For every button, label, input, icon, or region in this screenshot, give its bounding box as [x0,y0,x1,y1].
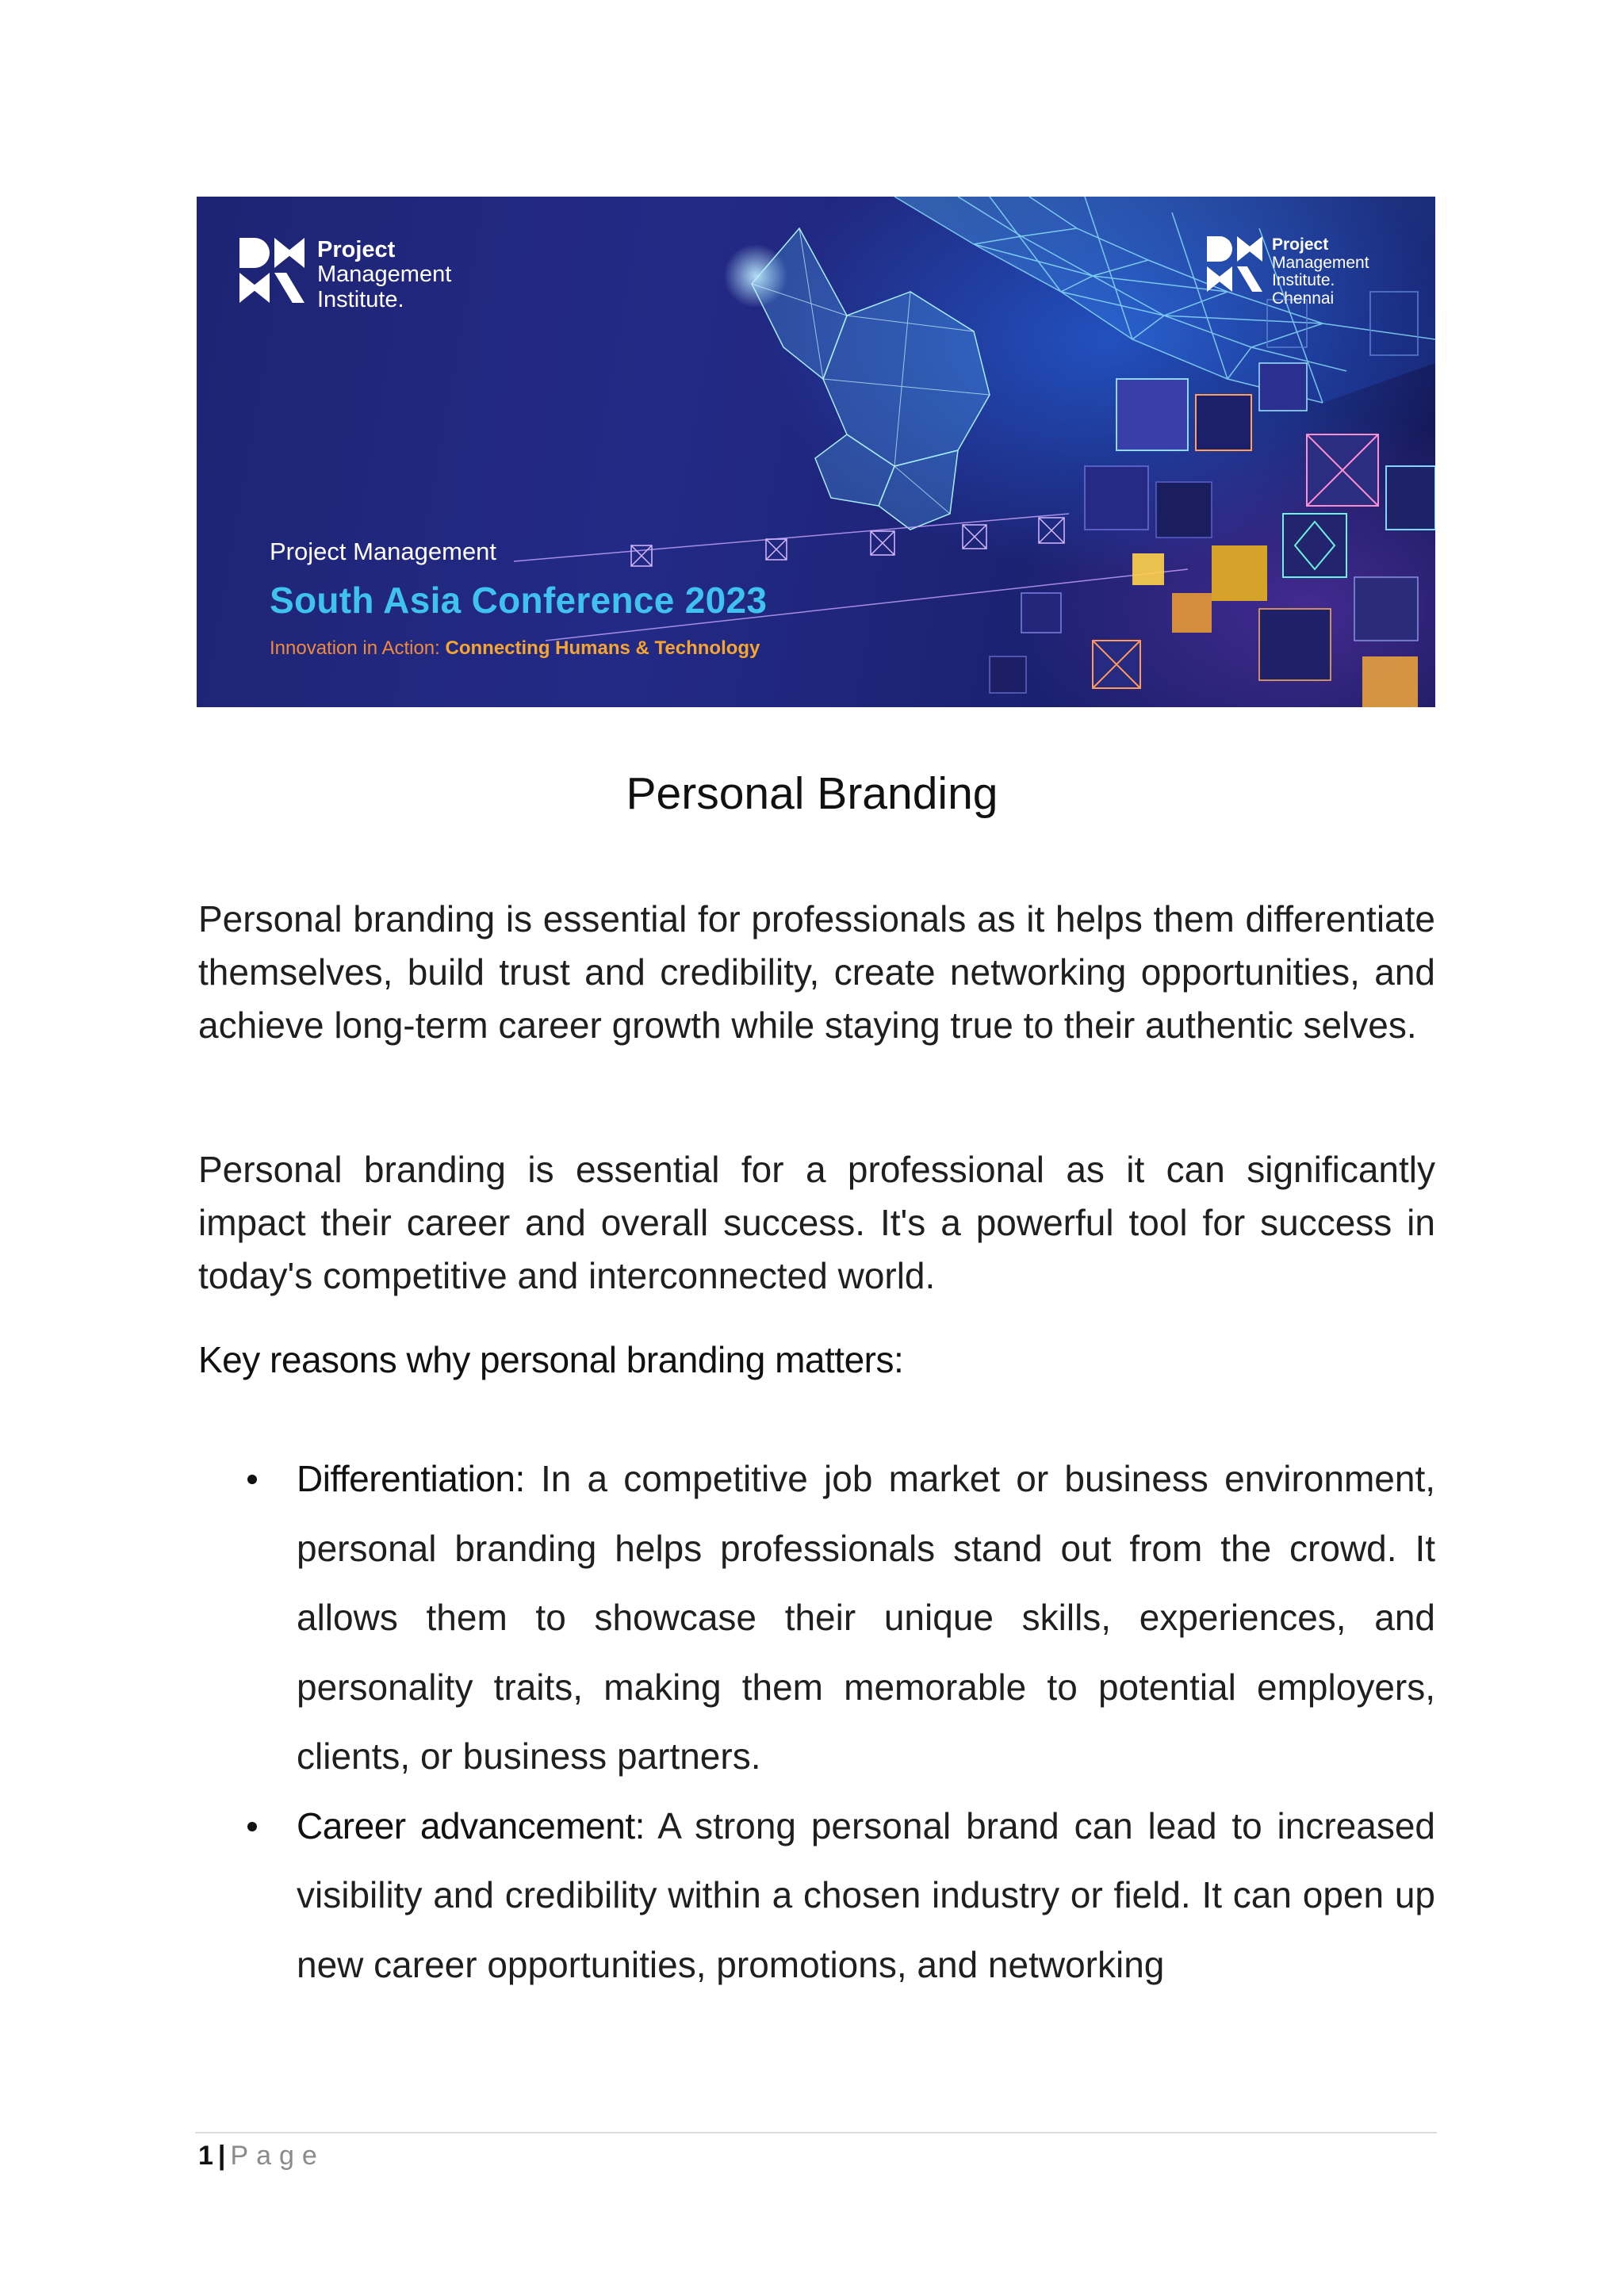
section-heading: Key reasons why personal branding matters: [198,1339,904,1380]
reasons-list [198,1445,1435,1999]
page-number: 1 [198,2141,213,2171]
list-item [198,1445,1435,1792]
pmi-chennai-logo [1207,236,1369,308]
pmi-logo [239,238,451,312]
list-item [198,1792,1435,2000]
logo-line-1: Project [317,237,396,262]
pmi-chennai-logo-mark [1207,236,1262,292]
intro-paragraph-2: Personal branding is essential for a professional as it can significantly impact their career and overall success. It's a powerful tool for success in today's competitive and interconnected world. [198,1149,1435,1296]
bullet-term: Career advancement: [297,1804,645,1846]
page-label: Page [230,2141,325,2171]
bullet-term: Differentiation: [297,1458,525,1499]
chennai-logo-line-1: Project [1272,235,1329,254]
intro-paragraph-1: Personal branding is essential for professionals as it helps them differentiate themselves, build trust and credibility, create networking opportunities, and achieve long-term career growth while staying true to their authentic selves. [198,898,1435,1046]
chennai-logo-line-3: Institute. [1272,271,1335,290]
bullet-text: In a competitive job market or business environment, personal branding helps professionals stand out from the crowd. It allows them to showcase their unique skills, experiences, and personality traits, making them memorable to potential employers, clients, or business partners. [297,1458,1435,1777]
conference-banner [197,197,1435,707]
bullet-icon [247,1475,257,1484]
footer-divider [195,2132,1437,2133]
banner-tagline [270,637,760,660]
logo-line-2: Management [317,262,452,288]
banner-subtitle: Project Management [270,538,497,565]
bullet-icon [247,1822,257,1831]
chennai-logo-line-2: Management [1272,253,1369,272]
page-footer [198,2141,325,2172]
banner-title: South Asia Conference 2023 [270,580,768,621]
page-title: Personal Branding [626,768,998,819]
chennai-logo-line-4: Chennai [1272,289,1335,308]
logo-line-3: Institute. [317,286,404,312]
tagline-bold: Connecting Humans & Technology [445,637,760,659]
tagline-prefix: Innovation in Action: [270,637,440,659]
footer-separator: | [217,2141,226,2171]
bullet-text: A strong personal brand can lead to increased visibility and credibility within a chosen industry or field. It can open up new career opportunities, promotions, and networking [297,1804,1435,1985]
pmi-logo-mark [239,238,304,303]
